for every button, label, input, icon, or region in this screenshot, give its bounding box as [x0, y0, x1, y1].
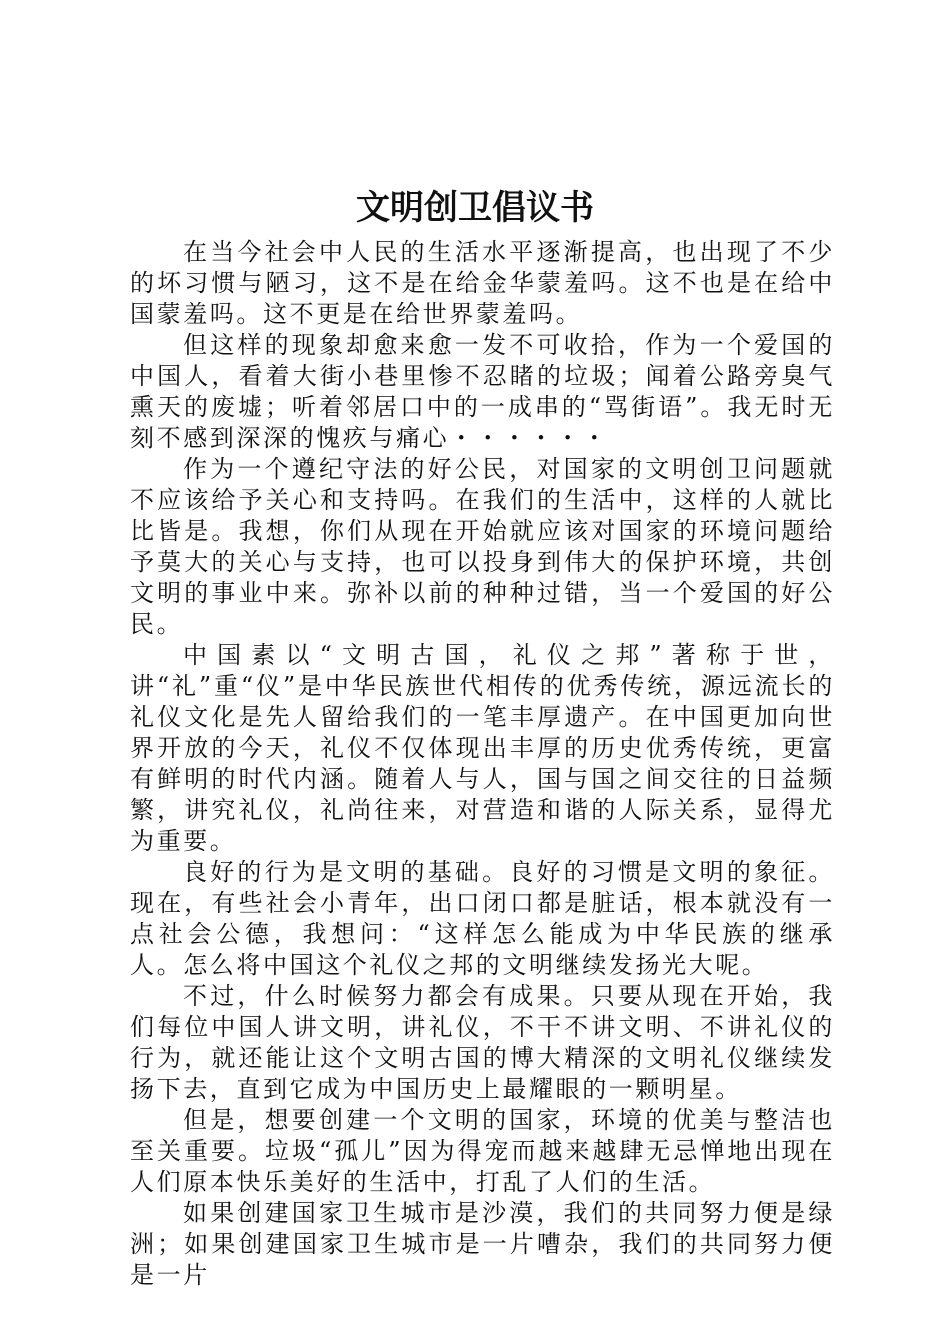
- paragraph: 如果创建国家卫生城市是沙漠，我们的共同努力便是绿洲；如果创建国家卫生城市是一片嘈杂，我们的共同努力便是一片: [130, 1199, 835, 1289]
- paragraph: 在当今社会中人民的生活水平逐渐提高，也出现了不少的坏习惯与陋习，这不是在给金华蒙羞吗。这不也是在给中国蒙羞吗。这不更是在给世界蒙羞吗。: [130, 238, 835, 328]
- paragraph: 但这样的现象却愈来愈一发不可收拾，作为一个爱国的中国人，看着大街小巷里惨不忍睹的垃圾；闻着公路旁臭气熏天的废墟；听着邻居口中的一成串的“骂街语”。我无时无刻不感到深深的愧疚与痛心・・・・・・: [130, 331, 835, 452]
- document-body: [130, 237, 835, 1291]
- paragraph: 但是，想要创建一个文明的国家，环境的优美与整洁也至关重要。垃圾“孤儿”因为得宠而越来越肆无忌惮地出现在人们原本快乐美好的生活中，打乱了人们的生活。: [130, 1106, 835, 1196]
- paragraph: 中国素以“文明古国，礼仪之邦”著称于世，讲“礼”重“仪”是中华民族世代相传的优秀传统，源远流长的礼仪文化是先人留给我们的一笔丰厚遗产。在中国更加向世界开放的今天，礼仪不仅体现出丰厚的历史优秀传统，更富有鲜明的时代内涵。随着人与人，国与国之间交往的日益频繁，讲究礼仪，礼尚往来，对营造和谐的人际关系，显得尤为重要。: [130, 641, 835, 855]
- paragraph: 不过，什么时候努力都会有成果。只要从现在开始，我们每位中国人讲文明，讲礼仪，不干不讲文明、不讲礼仪的行为，就还能让这个文明古国的博大精深的文明礼仪继续发扬下去，直到它成为中国历史上最耀眼的一颗明星。: [130, 982, 835, 1103]
- document-title: 文明创卫倡议书: [356, 188, 594, 228]
- paragraph: 作为一个遵纪守法的好公民，对国家的文明创卫问题就不应该给予关心和支持吗。在我们的生活中，这样的人就比比皆是。我想，你们从现在开始就应该对国家的环境问题给予莫大的关心与支持，也可以投身到伟大的保护环境，共创文明的事业中来。弥补以前的种种过错，当一个爱国的好公民。: [130, 455, 835, 638]
- paragraph: 良好的行为是文明的基础。良好的习惯是文明的象征。现在，有些社会小青年，出口闭口都是脏话，根本就没有一点社会公德，我想问：“这样怎么能成为中华民族的继承人。怎么将中国这个礼仪之邦的文明继续发扬光大呢。: [130, 858, 835, 979]
